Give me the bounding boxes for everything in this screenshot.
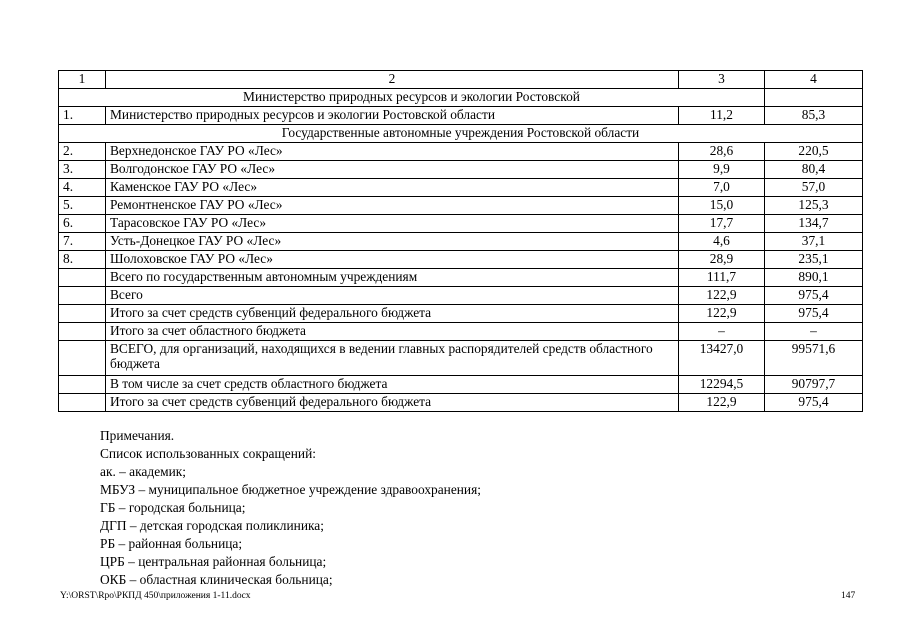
total-row bbox=[59, 376, 863, 394]
section-row-institutions bbox=[59, 125, 863, 143]
total-value-4: 975,4 bbox=[765, 287, 863, 305]
row-number: 1. bbox=[59, 107, 106, 125]
total-row bbox=[59, 287, 863, 305]
row-name: Усть-Донецкое ГАУ РО «Лес» bbox=[106, 233, 679, 251]
abbreviation-item: ДГП – детская городская поликлиника; bbox=[100, 518, 324, 533]
row-value-3: 17,7 bbox=[679, 215, 765, 233]
section-row-ministry bbox=[59, 89, 863, 107]
total-name: ВСЕГО, для организаций, находящихся в ведении главных распорядителей средств областного бюджета bbox=[106, 341, 679, 376]
row-value-4: 85,3 bbox=[765, 107, 863, 125]
row-value-4: 37,1 bbox=[765, 233, 863, 251]
total-value-4: 99571,6 bbox=[765, 341, 863, 376]
header-cell-3: 3 bbox=[679, 71, 765, 89]
footer-page-number: 147 bbox=[841, 591, 856, 601]
total-row bbox=[59, 394, 863, 412]
row-name: Тарасовское ГАУ РО «Лес» bbox=[106, 215, 679, 233]
total-value-3: 122,9 bbox=[679, 394, 765, 412]
total-value-3: 122,9 bbox=[679, 287, 765, 305]
row-value-3: 9,9 bbox=[679, 161, 765, 179]
total-value-4: 975,4 bbox=[765, 305, 863, 323]
notes-title: Примечания. bbox=[100, 428, 175, 443]
table-row bbox=[59, 143, 863, 161]
abbreviation-item: РБ – районная больница; bbox=[100, 536, 243, 551]
row-value-4: 220,5 bbox=[765, 143, 863, 161]
row-number-empty bbox=[59, 305, 106, 323]
abbreviation-item: ГБ – городская больница; bbox=[100, 500, 246, 515]
row-number-empty bbox=[59, 341, 106, 376]
row-number-empty bbox=[59, 287, 106, 305]
row-value-3: 28,6 bbox=[679, 143, 765, 161]
row-number: 7. bbox=[59, 233, 106, 251]
total-name: Всего bbox=[106, 287, 679, 305]
row-value-4: 57,0 bbox=[765, 179, 863, 197]
row-number-empty bbox=[59, 269, 106, 287]
table-row bbox=[59, 251, 863, 269]
abbreviation-item: ЦРБ – центральная районная больница; bbox=[100, 554, 327, 569]
total-name: Итого за счет средств субвенций федерального бюджета bbox=[106, 394, 679, 412]
total-value-3: 111,7 bbox=[679, 269, 765, 287]
section-empty-cell bbox=[765, 89, 863, 107]
table-row bbox=[59, 107, 863, 125]
total-row bbox=[59, 323, 863, 341]
row-name: Министерство природных ресурсов и экологии Ростовской области bbox=[106, 107, 679, 125]
header-cell-2: 2 bbox=[106, 71, 679, 89]
row-number: 3. bbox=[59, 161, 106, 179]
section-title-ministry: Министерство природных ресурсов и экологии Ростовской bbox=[59, 89, 765, 107]
row-name: Волгодонское ГАУ РО «Лес» bbox=[106, 161, 679, 179]
row-value-3: 4,6 bbox=[679, 233, 765, 251]
total-row bbox=[59, 269, 863, 287]
row-number: 8. bbox=[59, 251, 106, 269]
total-value-3: – bbox=[679, 323, 765, 341]
row-number: 6. bbox=[59, 215, 106, 233]
header-cell-1: 1 bbox=[59, 71, 106, 89]
total-value-3: 12294,5 bbox=[679, 376, 765, 394]
row-number-empty bbox=[59, 376, 106, 394]
row-name: Шолоховское ГАУ РО «Лес» bbox=[106, 251, 679, 269]
row-value-4: 125,3 bbox=[765, 197, 863, 215]
appendix-table bbox=[58, 70, 863, 412]
row-value-3: 11,2 bbox=[679, 107, 765, 125]
table-row bbox=[59, 179, 863, 197]
abbreviation-item: МБУЗ – муниципальное бюджетное учреждение здравоохранения; bbox=[100, 482, 481, 497]
row-value-4: 134,7 bbox=[765, 215, 863, 233]
header-cell-4: 4 bbox=[765, 71, 863, 89]
row-value-4: 235,1 bbox=[765, 251, 863, 269]
row-number-empty bbox=[59, 323, 106, 341]
table-row bbox=[59, 197, 863, 215]
total-name: Итого за счет средств субвенций федерального бюджета bbox=[106, 305, 679, 323]
row-value-3: 7,0 bbox=[679, 179, 765, 197]
row-value-4: 80,4 bbox=[765, 161, 863, 179]
total-value-3: 13427,0 bbox=[679, 341, 765, 376]
total-name: Всего по государственным автономным учреждениям bbox=[106, 269, 679, 287]
row-name: Каменское ГАУ РО «Лес» bbox=[106, 179, 679, 197]
abbreviation-item: ак. – академик; bbox=[100, 464, 186, 479]
abbreviation-item: ОКБ – областная клиническая больница; bbox=[100, 572, 333, 587]
row-name: Верхнедонское ГАУ РО «Лес» bbox=[106, 143, 679, 161]
row-value-3: 28,9 bbox=[679, 251, 765, 269]
total-value-4: 890,1 bbox=[765, 269, 863, 287]
notes-subtitle: Список использованных сокращений: bbox=[100, 446, 316, 461]
table-header-row bbox=[59, 71, 863, 89]
table-row bbox=[59, 161, 863, 179]
row-number: 2. bbox=[59, 143, 106, 161]
row-number: 4. bbox=[59, 179, 106, 197]
total-row-grand bbox=[59, 341, 863, 376]
table-row bbox=[59, 233, 863, 251]
total-value-4: – bbox=[765, 323, 863, 341]
footer-file-path: Y:\ORST\Rpo\РКПД 450\приложения 1-11.docx bbox=[60, 591, 251, 601]
row-number-empty bbox=[59, 394, 106, 412]
row-number: 5. bbox=[59, 197, 106, 215]
total-name: В том числе за счет средств областного бюджета bbox=[106, 376, 679, 394]
total-name: Итого за счет областного бюджета bbox=[106, 323, 679, 341]
table-row bbox=[59, 215, 863, 233]
notes-section bbox=[100, 427, 481, 589]
section-title-institutions: Государственные автономные учреждения Ростовской области bbox=[59, 125, 863, 143]
total-row bbox=[59, 305, 863, 323]
total-value-3: 122,9 bbox=[679, 305, 765, 323]
total-value-4: 975,4 bbox=[765, 394, 863, 412]
row-name: Ремонтненское ГАУ РО «Лес» bbox=[106, 197, 679, 215]
total-value-4: 90797,7 bbox=[765, 376, 863, 394]
row-value-3: 15,0 bbox=[679, 197, 765, 215]
